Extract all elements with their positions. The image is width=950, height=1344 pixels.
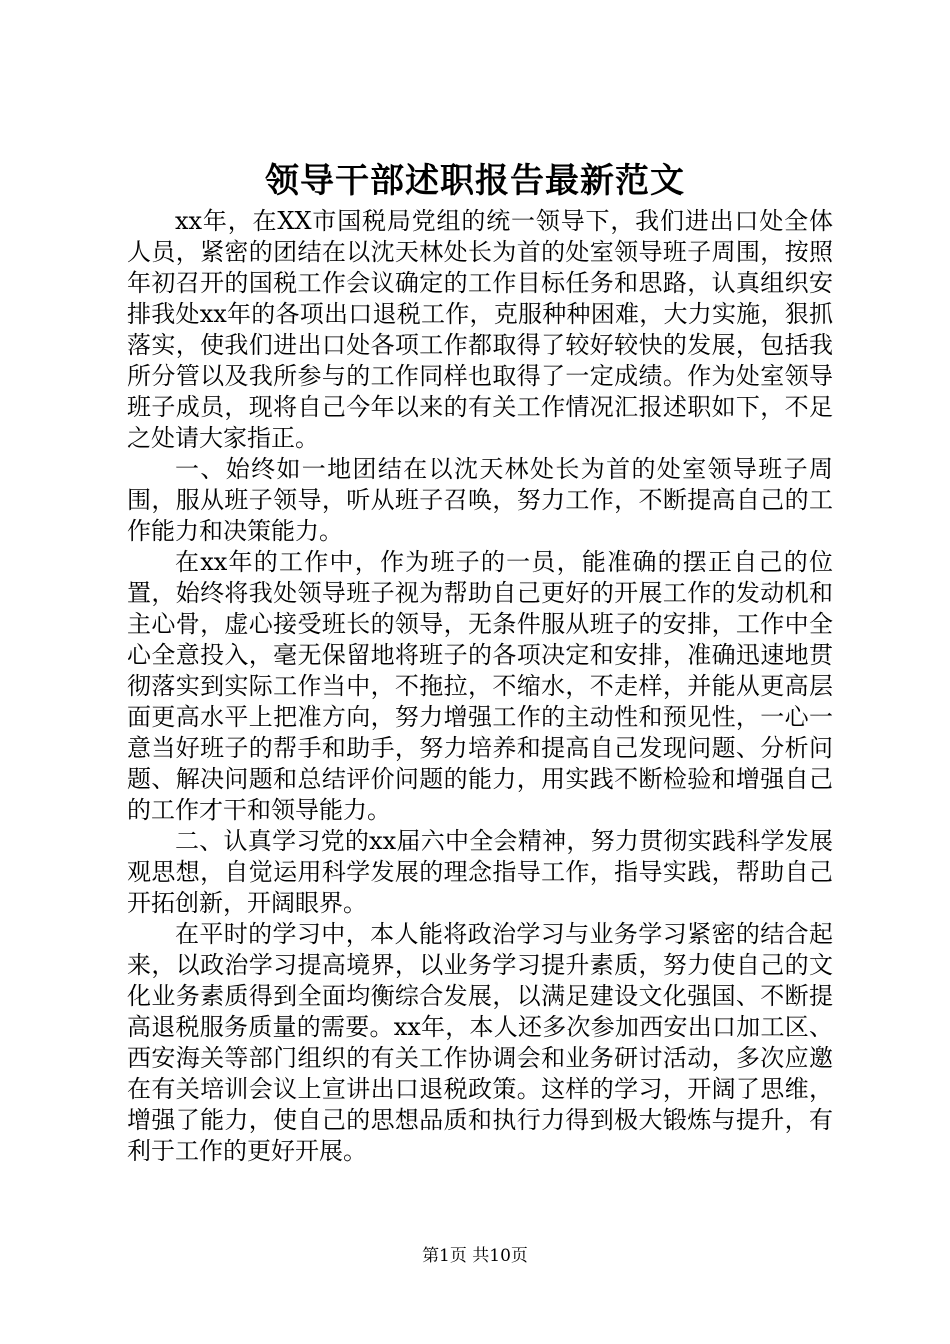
- paragraph-section-1-body: 在xx年的工作中，作为班子的一员，能准确的摆正自己的位置，始终将我处领导班子视为帮助自己更好的开展工作的发动机和主心骨，虚心接受班长的领导，无条件服从班子的安排，工作中全心全意投入，毫无保留地将班子的各项决定和安排，准确迅速地贯彻落实到实际工作当中，不拖拉，不缩水，不走样，并能从更高层面更高水平上把准方向，努力增强工作的主动性和预见性，一心一意当好班子的帮手和助手，努力培养和提高自己发现问题、分析问题、解决问题和总结评价问题的能力，用实践不断检验和增强自己的工作才干和领导能力。: [127, 548, 833, 824]
- document-body: [127, 206, 833, 1167]
- paragraph-section-2-body: 在平时的学习中，本人能将政治学习与业务学习紧密的结合起来，以政治学习提高境界，以业务学习提升素质，努力使自己的文化业务素质得到全面均衡综合发展，以满足建设文化强国、不断提高退税服务质量的需要。xx年，本人还多次参加西安出口加工区、西安海关等部门组织的有关工作协调会和业务研讨活动，多次应邀在有关培训会议上宣讲出口退税政策。这样的学习，开阔了思维，增强了能力，使自己的思想品质和执行力得到极大锻炼与提升，有利于工作的更好开展。: [127, 920, 833, 1165]
- page-total: 共10页: [472, 1246, 528, 1266]
- document-title: 领导干部述职报告最新范文: [265, 161, 685, 201]
- page-number: 第1页: [422, 1246, 467, 1266]
- page-footer: [0, 1244, 950, 1268]
- paragraph-section-1-heading: 一、始终如一地团结在以沈天林处长为首的处室领导班子周围，服从班子领导，听从班子召唤，努力工作，不断提高自己的工作能力和决策能力。: [127, 455, 833, 545]
- paragraph-intro: xx年，在XX市国税局党组的统一领导下，我们进出口处全体人员，紧密的团结在以沈天林处长为首的处室领导班子周围，按照年初召开的国税工作会议确定的工作目标任务和思路，认真组织安排我处xx年的各项出口退税工作，克服种种困难，大力实施，狠抓落实，使我们进出口处各项工作都取得了较好较快的发展，包括我所分管以及我所参与的工作同样也取得了一定成绩。作为处室领导班子成员，现将自己今年以来的有关工作情况汇报述职如下，不足之处请大家指正。: [127, 207, 833, 452]
- paragraph-section-2-heading: 二、认真学习党的xx届六中全会精神，努力贯彻实践科学发展观思想，自觉运用科学发展的理念指导工作，指导实践，帮助自己开拓创新，开阔眼界。: [127, 827, 833, 917]
